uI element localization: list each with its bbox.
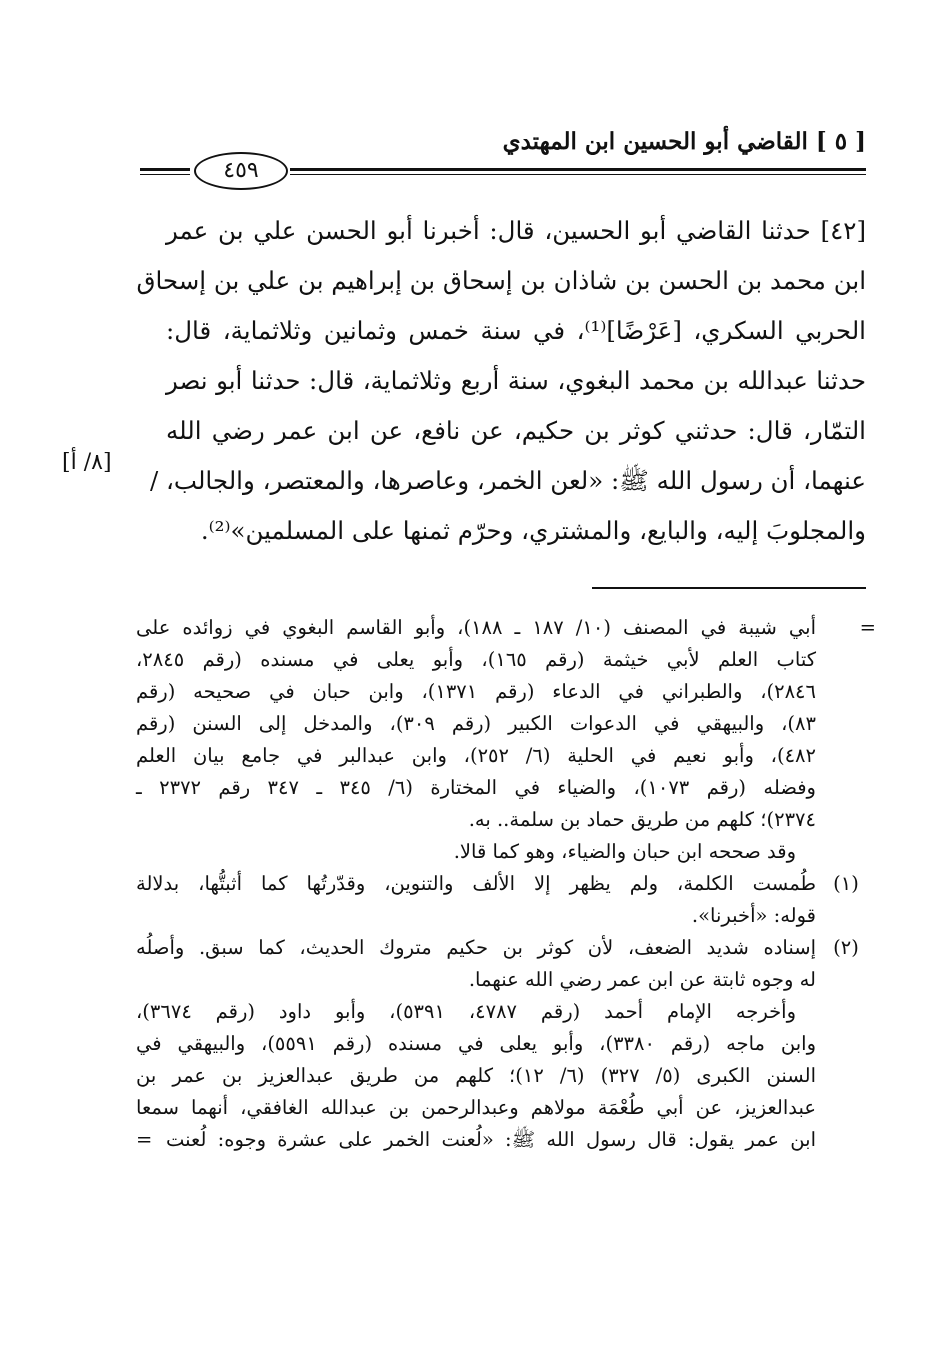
footnote-line: ٢٣٧٤)؛ كلهم من طريق حماد بن سلمة.. به. [468, 808, 816, 831]
footnote-line: له وجوه ثابتة عن ابن عمر رضي الله عنهما. [468, 968, 816, 991]
chapter-title: [ ٥ ] القاضي أبو الحسين ابن المهتدي [502, 128, 866, 155]
footnote-line: قوله: «أخبرنا». [691, 904, 816, 927]
footnote-line: السنن الكبرى (٥/ ٣٢٧) (٦/ ١٢)؛ كلهم من طريق عبدالعزيز بن عمر بن [136, 1064, 816, 1087]
footnote-marker: (٢) [833, 936, 859, 959]
continuation-mark: = [859, 616, 876, 639]
rule-left-thick [140, 168, 190, 171]
footnote-line: ٨٣)، والبيهقي في الدعوات الكبير (رقم ٣٠٩)، والمدخل إلى السنن (رقم [136, 712, 816, 735]
footnote-marker: (١) [833, 872, 859, 895]
rule-left-thin [140, 174, 190, 175]
rule-right-thin [290, 174, 866, 175]
main-text [136, 206, 866, 556]
footnote-line: وفضله (رقم ١٠٧٣)، والضياء في المختارة (٦/ ٣٤٥ ـ ٣٤٧ رقم ٢٣٧٢ ـ [136, 776, 816, 799]
footnote-2: (٢) إسناده شديد الضعف، لأن كوثر بن حكيم متروك الحديث، كما سبق. وأصلُه [136, 932, 866, 964]
footnote-line: وابن ماجه (رقم ٣٣٨٠)، وأبو يعلى في مسنده (رقم ٥٥٩١)، والبيهقي في [136, 1032, 817, 1055]
footnote-line: وقد صححه ابن حبان والضياء، وهو كما قالا. [453, 840, 796, 863]
header-rule [140, 150, 866, 190]
footnote-line: ٤٨٢)، وأبو نعيم في الحلية (٦/ ٢٥٢)، وابن عبدالبر في جامع بيان العلم [136, 744, 816, 767]
page-number: ٤٥٩ [194, 152, 288, 190]
footnote-line: عبدالعزيز، عن أبي طُعْمَة مولاهم وعبدالرحمن بن عبدالله الغافقي، أنهما سمعا [136, 1096, 816, 1119]
footnote-separator [592, 587, 866, 589]
text-line: الحربي السكري، [عَرْضًا]⁽¹⁾، في سنة خمس وثمانين وثلاثماية، قال: [166, 316, 866, 345]
text-line: عنهما، أن رسول الله ﷺ: «لعن الخمر، وعاصرها، والمعتصر، والجالب، / [149, 466, 866, 495]
text-line: التمّار، قال: حدثني كوثر بن حكيم، عن نافع، عن ابن عمر رضي الله [166, 416, 866, 445]
footnote-1: (١) طُمست الكلمة، ولم يظهر إلا الألف والتنوين، وقدّرتُها كما أثبتُّها، بدلالة [136, 868, 866, 900]
footnote-line: ابن عمر يقول: قال رسول الله ﷺ: «لُعنت الخمر على عشرة وجوه: لُعنت = [136, 1124, 866, 1156]
footnote-line: وأخرجه الإمام أحمد (رقم ٤٧٨٧، ٥٣٩١)، وأبو داود (رقم ٣٦٧٤)، [136, 1000, 796, 1023]
rule-right-thick [290, 168, 866, 171]
text-line: ابن محمد بن الحسن بن شاذان بن إسحاق بن إبراهيم بن علي بن إسحاق [136, 266, 866, 295]
text-line: [٤٢] حدثنا القاضي أبو الحسين، قال: أخبرنا أبو الحسن علي بن عمر [166, 216, 866, 245]
continuation-mark: = [136, 1128, 153, 1151]
footnote-line: = أبي شيبة في المصنف (١٠/ ١٨٧ ـ ١٨٨)، وأبو القاسم البغوي في زوائده على [136, 612, 866, 644]
footnotes [136, 612, 876, 1156]
text-line: حدثنا عبدالله بن محمد البغوي، سنة أربع وثلاثماية، قال: حدثنا أبو نصر [166, 366, 866, 395]
manuscript-folio-marker: [٨/ أ] [62, 450, 112, 475]
footnote-line: كتاب العلم لأبي خيثمة (رقم ١٦٥)، وأبو يعلى في مسنده (رقم ٢٨٤٥، [136, 648, 817, 671]
text-line: والمجلوبَ إليه، والبايع، والمشتري، وحرّم ثمنها على المسلمين»⁽²⁾. [200, 516, 866, 545]
footnote-line: ٢٨٤٦)، والطبراني في الدعاء (رقم ١٣٧١)، وابن حبان في صحيحه (رقم [136, 680, 816, 703]
